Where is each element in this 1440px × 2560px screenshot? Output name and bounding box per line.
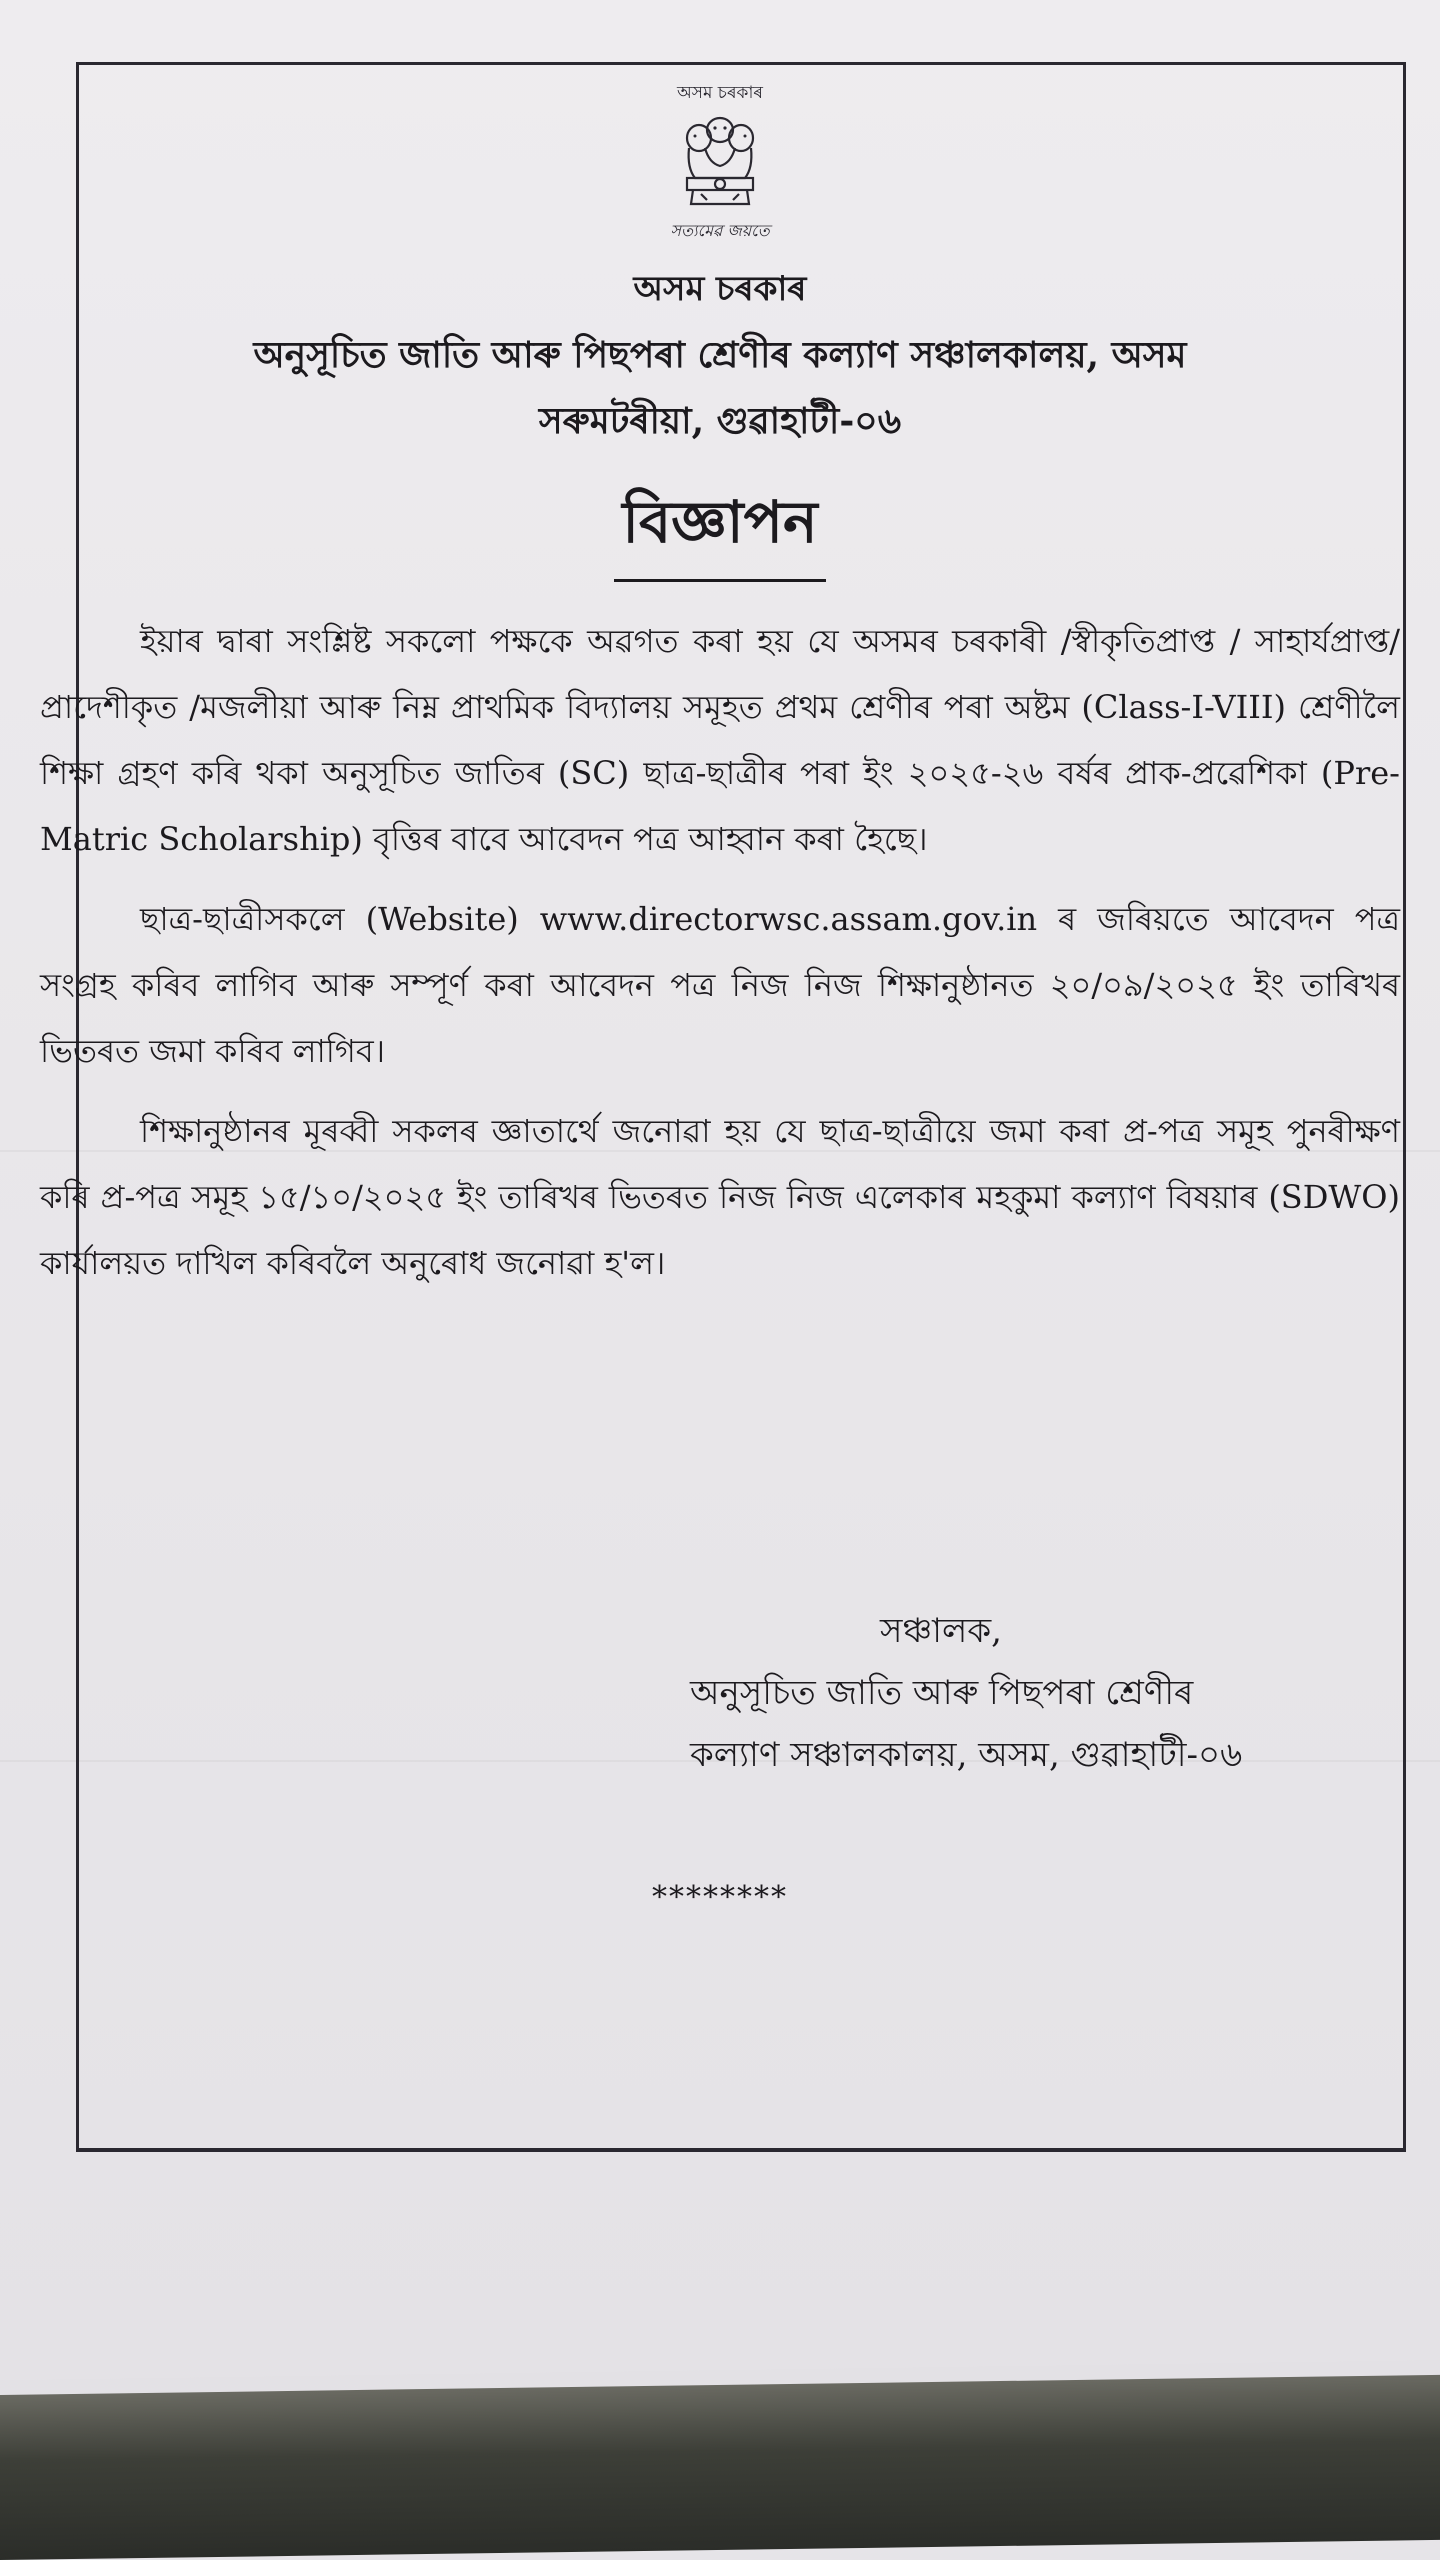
notice-title-wrap: [0, 478, 1440, 582]
letterhead: [0, 80, 1440, 454]
notice-paragraph-3: শিক্ষানুষ্ঠানৰ মূৰব্বী সকলৰ জ্ঞাতাৰ্থে জনোৱা হয় যে ছাত্ৰ-ছাত্ৰীয়ে জমা কৰা প্ৰ-পত্ৰ সমূহ পুনৰীক্ষণ কৰি প্ৰ-পত্ৰ সমূহ ১৫/১০/২০২৫ ইং তাৰিখৰ ভিতৰত নিজ নিজ এলেকাৰ মহকুমা কল্যাণ বিষয়াৰ (SDWO) কাৰ্যালয়ত দাখিল কৰিবলৈ অনুৰোধ জনোৱা হ'ল।: [40, 1112, 1400, 1282]
signatory-department-line-2: কল্যাণ সঞ্চালকালয়, অসম, গুৱাহাটী-০৬: [690, 1735, 1243, 1775]
signature-block: [690, 1600, 1390, 1786]
notice-body: [40, 608, 1400, 1310]
government-name: অসম চৰকাৰ: [633, 269, 807, 309]
department-name: অনুসূচিত জাতি আৰু পিছপৰা শ্ৰেণীৰ কল্যাণ সঞ্চালকালয়, অসম: [253, 334, 1187, 376]
notice-title: বিজ্ঞাপন: [614, 478, 825, 582]
signatory-department-line-1: অনুসূচিত জাতি আৰু পিছপৰা শ্ৰেণীৰ: [690, 1673, 1194, 1713]
state-emblem-icon: [665, 108, 775, 216]
closing-mark: ********: [652, 1880, 788, 1915]
notice-paragraph-2: ছাত্ৰ-ছাত্ৰীসকলে (Website) www.directorwsc.assam.gov.in ৰ জৰিয়তে আবেদন পত্ৰ সংগ্ৰহ কৰিব লাগিব আৰু সম্পূৰ্ণ কৰা আবেদন পত্ৰ নিজ নিজ শিক্ষানুষ্ঠানত ২০/০৯/২০২৫ ইং তাৰিখৰ ভিতৰত জমা কৰিব লাগিব।: [40, 900, 1400, 1070]
emblem-motto: সত্যমেৱ জয়তে: [670, 221, 770, 240]
signatory-title: সঞ্চালক,: [880, 1611, 1002, 1651]
background-surface: [0, 2375, 1440, 2560]
emblem-caption: অসম চৰকাৰ: [677, 83, 763, 103]
notice-paragraph-1: ইয়াৰ দ্বাৰা সংশ্লিষ্ট সকলো পক্ষকে অৱগত কৰা হয় যে অসমৰ চৰকাৰী /স্বীকৃতিপ্ৰাপ্ত / সাহাৰ্যপ্ৰাপ্ত/প্ৰাদেশীকৃত /মজলীয়া আৰু নিম্ন প্ৰাথমিক বিদ্যালয় সমূহত প্ৰথম শ্ৰেণীৰ পৰা অষ্টম (Class-I-VIII) শ্ৰেণীলৈ শিক্ষা গ্ৰহণ কৰি থকা অনুসূচিত জাতিৰ (SC) ছাত্ৰ-ছাত্ৰীৰ পৰা ইং ২০২৫-২৬ বৰ্ষৰ প্ৰাক-প্ৰৱেশিকা (Pre-Matric Scholarship) বৃত্তিৰ বাবে আবেদন পত্ৰ আহ্বান কৰা হৈছে।: [40, 622, 1400, 858]
department-address: সৰুমটৰীয়া, গুৱাহাটী-০৬: [538, 400, 902, 442]
